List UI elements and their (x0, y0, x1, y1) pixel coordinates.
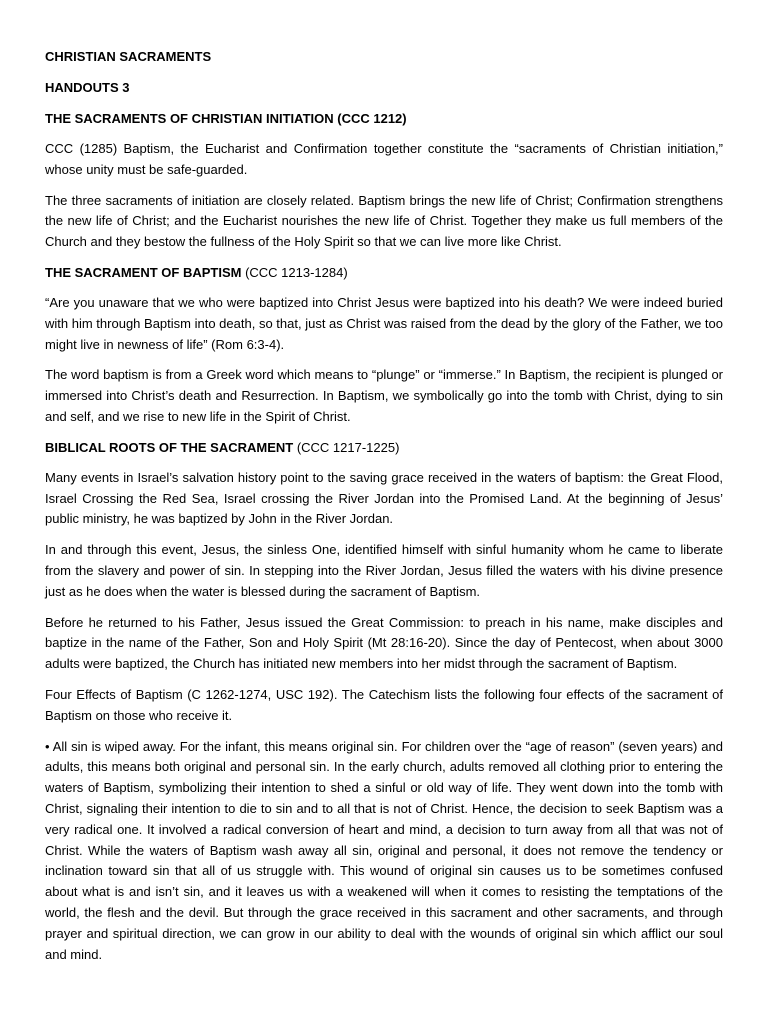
paragraph-romans-quote: “Are you unaware that we who were baptized into Christ Jesus were baptized into his death? We were indeed buried with him through Baptism into death, so that, just as Christ was raised from the dead by the glory of the Father, we too might live in newness of life” (Rom 6:3-4). (45, 294, 723, 352)
paragraph-four-effects: Four Effects of Baptism (C 1262-1274, USC 192). The Catechism lists the following four effects of the sacrament of Baptism on those who receive it. (45, 686, 723, 723)
baptism-heading-ref: (CCC 1213-1284) (241, 264, 348, 280)
roots-heading-ref: (CCC 1217-1225) (293, 439, 400, 455)
baptism-heading-text: THE SACRAMENT OF BAPTISM (45, 264, 242, 280)
paragraph-initiation-related: The three sacraments of initiation are closely related. Baptism brings the new life of Christ; Confirmation strengthens the new life of Christ; and the Eucharist nourishes the new life of Christ. Together they make us full members of the Church and they bestow the fullness of the Holy Spirit so that we can live more like Christ. (45, 192, 723, 250)
paragraph-sin-wiped-away: • All sin is wiped away. For the infant, this means original sin. For children over the “age of reason” (seven years) and adults, this means both original and personal sin. In the early church, adults removed all clothing prior to entering the waters of Baptism, symbolizing their intention to shed a sinful or old way of life. They went down into the tomb with Christ, signaling their intention to die to sin and to all that is not of Christ. Hence, the decision to seek Baptism was a very radical one. It involved a radical conversion of heart and mind, a decision to turn away from all that was not of Christ. While the waters of Baptism wash away all sin, original and personal, it does not remove the tendency or inclination toward sin that all of us struggle with. This wound of original sin causes us to be sometimes confused about what is and isn’t sin, and it leaves us with a weakened will when it comes to resisting the temptations of the world, the flesh and the devil. But through the grace received in this sacrament and other sacraments, and through prayer and spiritual direction, we can grow in our ability to deal with the wounds of original sin which afflict our soul and mind. (45, 738, 723, 962)
biblical-roots-heading (45, 438, 723, 458)
main-heading: THE SACRAMENTS OF CHRISTIAN INITIATION (CCC 1212) (45, 111, 407, 126)
paragraph-sinless-one: In and through this event, Jesus, the sinless One, identified himself with sinful humanity whom he came to liberate from the slavery and power of sin. In stepping into the River Jordan, Jesus filled the waters with his divine presence just as he does when the water is blessed during the sacrament of Baptism. (45, 542, 723, 599)
baptism-section-heading (45, 263, 723, 283)
paragraph-salvation-history: Many events in Israel’s salvation history point to the saving grace received in the waters of baptism: the Great Flood, Israel Crossing the Red Sea, Israel crossing the River Jordan into the Promised Land. At the beginning of Jesus’ public ministry, he was baptized by John in the River Jordan. (45, 469, 723, 527)
paragraph-great-commission: Before he returned to his Father, Jesus issued the Great Commission: to preach in his name, make disciples and baptize in the name of the Father, Son and Holy Spirit (Mt 28:16-20). Since the day of Pentecost, when about 3000 adults were baptized, the Church has initiated new members into her midst through the sacrament of Baptism. (45, 614, 723, 672)
paragraph-word-baptism: The word baptism is from a Greek word which means to “plunge” or “immerse.” In Baptism, the recipient is plunged or immersed into Christ’s death and Resurrection. In Baptism, we symbolically go into the tomb with Christ, dying to sin and self, and we rise to new life in the Spirit of Christ. (45, 367, 723, 424)
course-title: CHRISTIAN SACRAMENTS (45, 49, 212, 64)
handout-number: HANDOUTS 3 (45, 80, 130, 95)
paragraph-ccc-1285: CCC (1285) Baptism, the Eucharist and Confirmation together constitute the “sacraments of Christian initiation,” whose unity must be safe-guarded. (45, 141, 723, 177)
roots-heading-text: BIBLICAL ROOTS OF THE SACRAMENT (45, 439, 294, 455)
